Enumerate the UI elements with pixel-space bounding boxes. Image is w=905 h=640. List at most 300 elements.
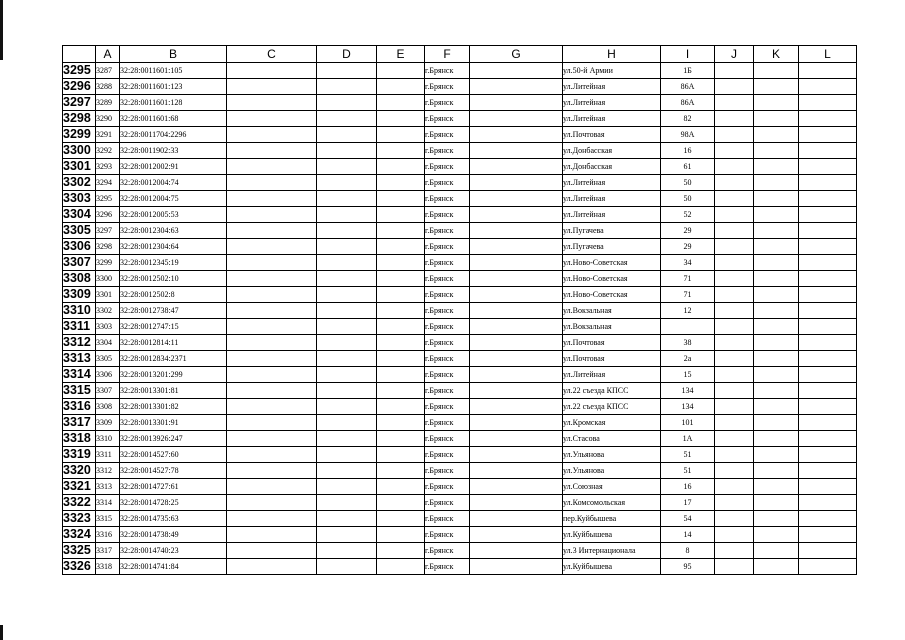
row-number: 3317 <box>63 415 96 431</box>
table-row <box>63 351 857 367</box>
cell-e <box>377 79 425 95</box>
cell-l <box>799 319 857 335</box>
cell-l <box>799 95 857 111</box>
cell-h: ул.Ново-Советская <box>563 271 661 287</box>
cell-f: г.Брянск <box>425 111 470 127</box>
table-row <box>63 159 857 175</box>
cell-b: 32:28:0013201:299 <box>120 367 227 383</box>
cell-l <box>799 351 857 367</box>
cell-a: 3298 <box>96 239 120 255</box>
cell-b: 32:28:0014527:60 <box>120 447 227 463</box>
cell-c <box>227 543 317 559</box>
cell-j <box>715 207 754 223</box>
cell-a: 3288 <box>96 79 120 95</box>
cell-a: 3317 <box>96 543 120 559</box>
cell-j <box>715 351 754 367</box>
cell-f: г.Брянск <box>425 95 470 111</box>
cell-l <box>799 255 857 271</box>
cell-g <box>470 463 563 479</box>
table-row <box>63 495 857 511</box>
cell-k <box>754 255 799 271</box>
cell-i: 86А <box>661 95 715 111</box>
cell-c <box>227 255 317 271</box>
cell-j <box>715 159 754 175</box>
cell-d <box>317 335 377 351</box>
cell-d <box>317 543 377 559</box>
cell-a: 3306 <box>96 367 120 383</box>
cell-g <box>470 543 563 559</box>
cell-k <box>754 367 799 383</box>
cell-k <box>754 159 799 175</box>
cell-e <box>377 143 425 159</box>
cell-i: 51 <box>661 447 715 463</box>
column-header-f: F <box>425 46 470 63</box>
table-row <box>63 287 857 303</box>
cell-b: 32:28:0013301:91 <box>120 415 227 431</box>
cell-j <box>715 559 754 575</box>
cell-k <box>754 543 799 559</box>
cell-i: 61 <box>661 159 715 175</box>
cell-d <box>317 111 377 127</box>
cell-f: г.Брянск <box>425 207 470 223</box>
cell-c <box>227 319 317 335</box>
row-number: 3305 <box>63 223 96 239</box>
cell-g <box>470 271 563 287</box>
cell-h: ул.50-й Армии <box>563 63 661 79</box>
cell-h: ул.22 съезда КПСС <box>563 383 661 399</box>
cell-j <box>715 367 754 383</box>
cell-i: 38 <box>661 335 715 351</box>
row-number: 3299 <box>63 127 96 143</box>
cell-h: ул.22 съезда КПСС <box>563 399 661 415</box>
cell-k <box>754 303 799 319</box>
column-header-b: B <box>120 46 227 63</box>
row-number: 3297 <box>63 95 96 111</box>
cell-e <box>377 511 425 527</box>
table-row <box>63 399 857 415</box>
cell-h: ул.Комсомольская <box>563 495 661 511</box>
cell-l <box>799 415 857 431</box>
cell-e <box>377 495 425 511</box>
cell-c <box>227 447 317 463</box>
cell-c <box>227 511 317 527</box>
cell-g <box>470 367 563 383</box>
cell-h: ул.Пугачева <box>563 223 661 239</box>
cell-e <box>377 335 425 351</box>
cell-j <box>715 495 754 511</box>
cell-i: 71 <box>661 287 715 303</box>
cell-k <box>754 351 799 367</box>
cell-k <box>754 79 799 95</box>
row-number: 3311 <box>63 319 96 335</box>
cell-b: 32:28:0011704:2296 <box>120 127 227 143</box>
page-edge-mark <box>0 0 3 60</box>
cell-d <box>317 159 377 175</box>
cell-a: 3302 <box>96 303 120 319</box>
cell-b: 32:28:0014728:25 <box>120 495 227 511</box>
cell-h: ул.Литейная <box>563 207 661 223</box>
cell-b: 32:28:0014527:78 <box>120 463 227 479</box>
cell-a: 3289 <box>96 95 120 111</box>
cell-a: 3293 <box>96 159 120 175</box>
cell-b: 32:28:0012502:10 <box>120 271 227 287</box>
cell-b: 32:28:0012304:63 <box>120 223 227 239</box>
table-row <box>63 511 857 527</box>
cell-k <box>754 527 799 543</box>
table-row <box>63 447 857 463</box>
cell-e <box>377 207 425 223</box>
cell-i: 1Б <box>661 63 715 79</box>
cell-f: г.Брянск <box>425 415 470 431</box>
cell-f: г.Брянск <box>425 175 470 191</box>
cell-h: ул.Куйбышева <box>563 559 661 575</box>
column-header-d: D <box>317 46 377 63</box>
cell-f: г.Брянск <box>425 383 470 399</box>
table-row <box>63 111 857 127</box>
cell-i: 16 <box>661 143 715 159</box>
row-number: 3303 <box>63 191 96 207</box>
cell-j <box>715 479 754 495</box>
cell-a: 3301 <box>96 287 120 303</box>
cell-l <box>799 271 857 287</box>
cell-h: ул.Почтовая <box>563 127 661 143</box>
cell-g <box>470 95 563 111</box>
cell-k <box>754 143 799 159</box>
row-number: 3313 <box>63 351 96 367</box>
table-row <box>63 415 857 431</box>
cell-c <box>227 223 317 239</box>
cell-i: 50 <box>661 191 715 207</box>
cell-h: ул.Донбасская <box>563 159 661 175</box>
table-row <box>63 255 857 271</box>
cell-a: 3305 <box>96 351 120 367</box>
cell-d <box>317 559 377 575</box>
cell-c <box>227 159 317 175</box>
cell-l <box>799 175 857 191</box>
cell-i: 134 <box>661 399 715 415</box>
column-header-j: J <box>715 46 754 63</box>
cell-g <box>470 111 563 127</box>
cell-i: 14 <box>661 527 715 543</box>
cell-k <box>754 447 799 463</box>
row-number: 3320 <box>63 463 96 479</box>
table-row <box>63 143 857 159</box>
cell-f: г.Брянск <box>425 367 470 383</box>
cell-g <box>470 223 563 239</box>
cell-c <box>227 95 317 111</box>
cell-k <box>754 287 799 303</box>
cell-k <box>754 335 799 351</box>
table-row <box>63 127 857 143</box>
cell-e <box>377 415 425 431</box>
table-row <box>63 335 857 351</box>
cell-b: 32:28:0013301:81 <box>120 383 227 399</box>
cell-l <box>799 223 857 239</box>
cell-l <box>799 111 857 127</box>
cell-g <box>470 511 563 527</box>
cell-d <box>317 511 377 527</box>
cell-a: 3316 <box>96 527 120 543</box>
cell-b: 32:28:0012502:8 <box>120 287 227 303</box>
cell-f: г.Брянск <box>425 239 470 255</box>
cell-e <box>377 255 425 271</box>
cell-a: 3287 <box>96 63 120 79</box>
cell-k <box>754 495 799 511</box>
cell-f: г.Брянск <box>425 527 470 543</box>
cell-d <box>317 239 377 255</box>
cell-f: г.Брянск <box>425 447 470 463</box>
cell-b: 32:28:0013301:82 <box>120 399 227 415</box>
cell-d <box>317 223 377 239</box>
cell-c <box>227 143 317 159</box>
cell-b: 32:28:0012345:19 <box>120 255 227 271</box>
cell-c <box>227 207 317 223</box>
cell-h: ул.Ново-Советская <box>563 255 661 271</box>
cell-h: ул.Литейная <box>563 79 661 95</box>
cell-h: ул.Куйбышева <box>563 527 661 543</box>
cell-j <box>715 463 754 479</box>
cell-l <box>799 335 857 351</box>
table-row <box>63 463 857 479</box>
cell-g <box>470 303 563 319</box>
cell-l <box>799 127 857 143</box>
cell-e <box>377 63 425 79</box>
cell-f: г.Брянск <box>425 191 470 207</box>
column-header-c: C <box>227 46 317 63</box>
column-header-e: E <box>377 46 425 63</box>
cell-i: 52 <box>661 207 715 223</box>
cell-k <box>754 399 799 415</box>
cell-d <box>317 415 377 431</box>
cell-a: 3313 <box>96 479 120 495</box>
cell-k <box>754 463 799 479</box>
cell-h: ул.Литейная <box>563 175 661 191</box>
cell-d <box>317 319 377 335</box>
table-row <box>63 527 857 543</box>
cell-c <box>227 127 317 143</box>
cell-d <box>317 399 377 415</box>
cell-i: 101 <box>661 415 715 431</box>
cell-j <box>715 543 754 559</box>
cell-a: 3292 <box>96 143 120 159</box>
cell-e <box>377 383 425 399</box>
page-edge-mark <box>0 625 3 640</box>
cell-k <box>754 127 799 143</box>
cell-k <box>754 175 799 191</box>
column-header-i: I <box>661 46 715 63</box>
cell-f: г.Брянск <box>425 511 470 527</box>
column-header-l: L <box>799 46 857 63</box>
cell-l <box>799 207 857 223</box>
cell-i: 29 <box>661 223 715 239</box>
cell-a: 3304 <box>96 335 120 351</box>
cell-c <box>227 367 317 383</box>
cell-f: г.Брянск <box>425 287 470 303</box>
cell-c <box>227 495 317 511</box>
cell-j <box>715 319 754 335</box>
cell-b: 32:28:0011601:68 <box>120 111 227 127</box>
cell-i: 86А <box>661 79 715 95</box>
cell-e <box>377 351 425 367</box>
cell-d <box>317 351 377 367</box>
table-row <box>63 207 857 223</box>
cell-f: г.Брянск <box>425 431 470 447</box>
cell-i: 1А <box>661 431 715 447</box>
cell-k <box>754 223 799 239</box>
cell-k <box>754 431 799 447</box>
cell-e <box>377 95 425 111</box>
cell-h: ул.Литейная <box>563 95 661 111</box>
cell-h: ул.Кромская <box>563 415 661 431</box>
cell-d <box>317 95 377 111</box>
cell-i: 2а <box>661 351 715 367</box>
cell-i: 15 <box>661 367 715 383</box>
table-row <box>63 383 857 399</box>
cell-c <box>227 191 317 207</box>
cell-g <box>470 351 563 367</box>
cell-j <box>715 431 754 447</box>
cell-b: 32:28:0012004:74 <box>120 175 227 191</box>
cell-l <box>799 383 857 399</box>
cell-i: 8 <box>661 543 715 559</box>
cell-b: 32:28:0014727:61 <box>120 479 227 495</box>
column-header-h: H <box>563 46 661 63</box>
cell-b: 32:28:0011601:123 <box>120 79 227 95</box>
cell-f: г.Брянск <box>425 303 470 319</box>
cell-c <box>227 527 317 543</box>
column-header-k: K <box>754 46 799 63</box>
cell-g <box>470 207 563 223</box>
cell-d <box>317 175 377 191</box>
cell-i: 12 <box>661 303 715 319</box>
cell-d <box>317 463 377 479</box>
cell-l <box>799 447 857 463</box>
cell-g <box>470 399 563 415</box>
cell-f: г.Брянск <box>425 255 470 271</box>
cell-g <box>470 63 563 79</box>
cell-d <box>317 143 377 159</box>
cell-b: 32:28:0014735:63 <box>120 511 227 527</box>
cell-i: 71 <box>661 271 715 287</box>
cell-k <box>754 415 799 431</box>
cell-i: 50 <box>661 175 715 191</box>
row-number: 3302 <box>63 175 96 191</box>
table-body <box>63 63 857 575</box>
cell-k <box>754 479 799 495</box>
cell-b: 32:28:0011902:33 <box>120 143 227 159</box>
cell-l <box>799 399 857 415</box>
cell-l <box>799 143 857 159</box>
cell-f: г.Брянск <box>425 271 470 287</box>
cell-h: ул.Донбасская <box>563 143 661 159</box>
cell-g <box>470 495 563 511</box>
cell-c <box>227 335 317 351</box>
cell-g <box>470 255 563 271</box>
cell-f: г.Брянск <box>425 143 470 159</box>
column-header-a: A <box>96 46 120 63</box>
cell-f: г.Брянск <box>425 223 470 239</box>
cell-h: ул.Почтовая <box>563 351 661 367</box>
cell-d <box>317 207 377 223</box>
cell-b: 32:28:0012747:15 <box>120 319 227 335</box>
cell-f: г.Брянск <box>425 399 470 415</box>
cell-j <box>715 399 754 415</box>
cell-i: 34 <box>661 255 715 271</box>
cell-j <box>715 383 754 399</box>
row-number: 3295 <box>63 63 96 79</box>
cell-f: г.Брянск <box>425 351 470 367</box>
cell-b: 32:28:0012304:64 <box>120 239 227 255</box>
cell-g <box>470 383 563 399</box>
cell-d <box>317 495 377 511</box>
cell-l <box>799 159 857 175</box>
row-number: 3308 <box>63 271 96 287</box>
cell-a: 3315 <box>96 511 120 527</box>
cell-a: 3307 <box>96 383 120 399</box>
cell-f: г.Брянск <box>425 79 470 95</box>
table-row <box>63 431 857 447</box>
table-row <box>63 319 857 335</box>
cell-l <box>799 191 857 207</box>
cell-k <box>754 95 799 111</box>
row-number: 3315 <box>63 383 96 399</box>
row-number: 3324 <box>63 527 96 543</box>
cell-c <box>227 415 317 431</box>
cell-h: ул.Стасова <box>563 431 661 447</box>
cell-l <box>799 367 857 383</box>
row-number: 3301 <box>63 159 96 175</box>
table-row <box>63 175 857 191</box>
cell-g <box>470 239 563 255</box>
cell-d <box>317 287 377 303</box>
cell-i: 29 <box>661 239 715 255</box>
cell-h: ул.Вокзальная <box>563 303 661 319</box>
cell-g <box>470 479 563 495</box>
cell-g <box>470 335 563 351</box>
cell-h: ул.Вокзальная <box>563 319 661 335</box>
cell-j <box>715 255 754 271</box>
cell-e <box>377 559 425 575</box>
cell-e <box>377 191 425 207</box>
cell-d <box>317 127 377 143</box>
cell-j <box>715 79 754 95</box>
cell-d <box>317 79 377 95</box>
row-number: 3326 <box>63 559 96 575</box>
row-number: 3298 <box>63 111 96 127</box>
cell-f: г.Брянск <box>425 63 470 79</box>
row-number: 3309 <box>63 287 96 303</box>
cell-j <box>715 175 754 191</box>
cell-f: г.Брянск <box>425 335 470 351</box>
cell-f: г.Брянск <box>425 479 470 495</box>
cell-d <box>317 527 377 543</box>
row-number: 3296 <box>63 79 96 95</box>
cell-i: 16 <box>661 479 715 495</box>
cell-g <box>470 447 563 463</box>
cell-e <box>377 271 425 287</box>
cell-b: 32:28:0011601:105 <box>120 63 227 79</box>
cell-g <box>470 559 563 575</box>
cell-i: 54 <box>661 511 715 527</box>
cell-h: ул.Ульянова <box>563 463 661 479</box>
cell-e <box>377 447 425 463</box>
cell-d <box>317 63 377 79</box>
column-header-row <box>63 46 857 63</box>
cell-h: ул.Почтовая <box>563 335 661 351</box>
row-number: 3306 <box>63 239 96 255</box>
cell-d <box>317 383 377 399</box>
cell-h: ул.Литейная <box>563 191 661 207</box>
